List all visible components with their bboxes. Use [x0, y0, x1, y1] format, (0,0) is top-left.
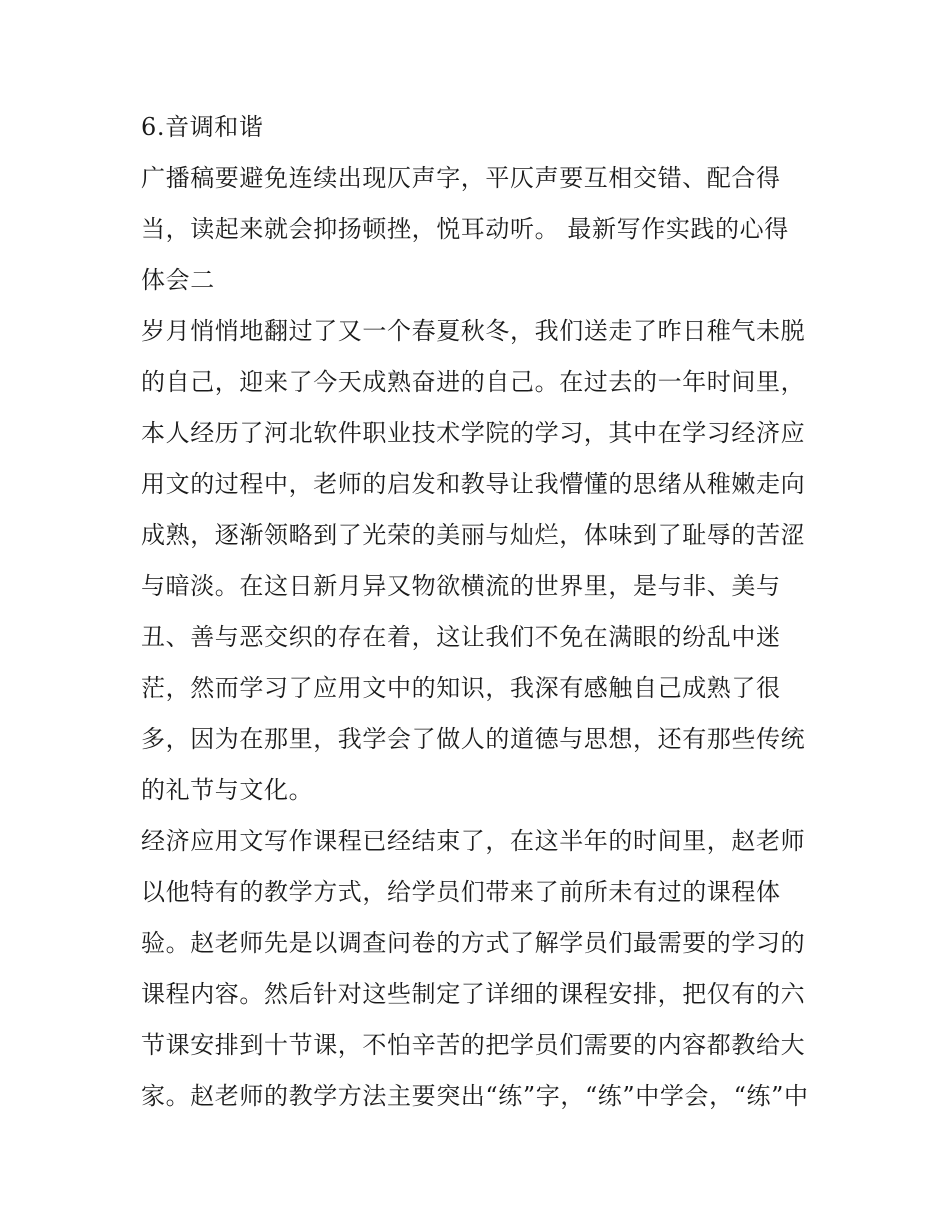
text-line: 当，读起来就会抑扬顿挫，悦耳动听。 最新写作实践的心得 — [141, 215, 789, 243]
text-line: 验。赵老师先是以调查问卷的方式了解学员们最需要的学习的 — [141, 929, 806, 957]
text-line: 家。赵老师的教学方法主要突出“练”字，“练”中学会，“练”中 — [141, 1082, 809, 1110]
text-line: 体会二 — [141, 266, 215, 294]
text-line: 本人经历了河北软件职业技术学院的学习，其中在学习经济应 — [141, 419, 806, 447]
text-line: 以他特有的教学方式，给学员们带来了前所未有过的课程体 — [141, 878, 781, 906]
document-body — [141, 102, 821, 1122]
text-line: 茫，然而学习了应用文中的知识，我深有感触自己成熟了很 — [141, 674, 781, 702]
text-line: 的自己，迎来了今天成熟奋进的自己。在过去的一年时间里， — [141, 368, 806, 396]
text-line: 与暗淡。在这日新月异又物欲横流的世界里，是与非、美与 — [141, 572, 781, 600]
text-line: 成熟，逐渐领略到了光荣的美丽与灿烂，体味到了耻辱的苦涩 — [141, 521, 806, 549]
text-line: 课程内容。然后针对这些制定了详细的课程安排，把仅有的六 — [141, 980, 806, 1008]
text-line: 用文的过程中，老师的启发和教导让我懵懂的思绪从稚嫩走向 — [141, 470, 806, 498]
text-line: 岁月悄悄地翻过了又一个春夏秋冬，我们送走了昨日稚气未脱 — [141, 317, 806, 345]
text-line: 多，因为在那里，我学会了做人的道德与思想，还有那些传统 — [141, 725, 806, 753]
text-line: 的礼节与文化。 — [141, 776, 314, 804]
section-heading: 6.音调和谐 — [141, 113, 264, 141]
text-line: 丑、善与恶交织的存在着，这让我们不免在满眼的纷乱中迷 — [141, 623, 781, 651]
text-line: 节课安排到十节课，不怕辛苦的把学员们需要的内容都教给大 — [141, 1031, 806, 1059]
text-line: 广播稿要避免连续出现仄声字，平仄声要互相交错、配合得 — [141, 164, 781, 192]
text-line: 经济应用文写作课程已经结束了，在这半年的时间里，赵老师 — [141, 827, 806, 855]
